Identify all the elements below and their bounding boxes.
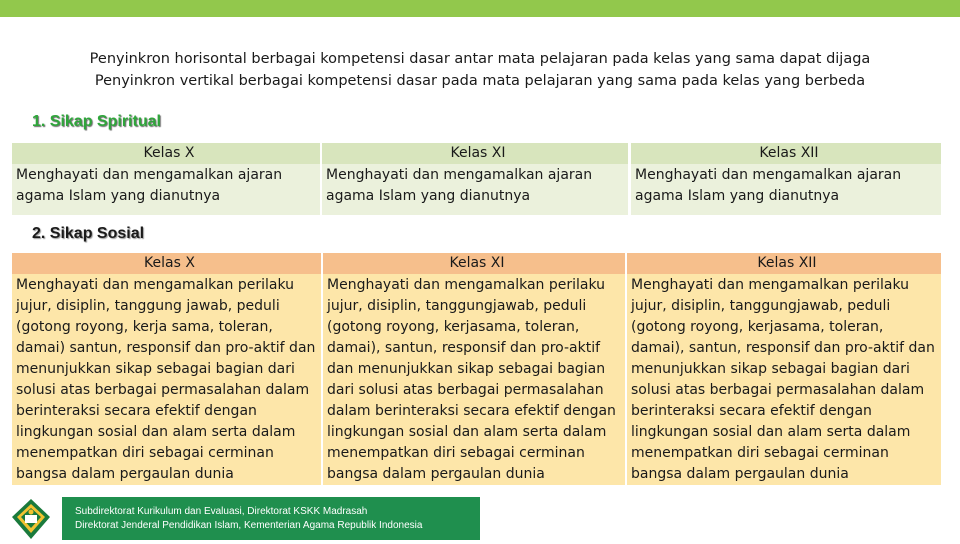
intro-text — [0, 48, 960, 92]
intro-line-1: Penyinkron horisontal berbagai kompetensi dasar antar mata pelajaran pada kelas yang sama dapat dijaga — [89, 51, 871, 67]
column-header: Kelas XII — [631, 143, 941, 164]
footer-line-1: Subdirektorat Kurikulum dan Evaluasi, Direktorat KSKK Madrasah — [75, 506, 368, 517]
column-body: Menghayati dan mengamalkan perilaku jujur, disiplin, tanggungjawab, peduli (gotong royong, kerjasama, toleran, damai), santun, responsif dan pro-aktif dan menunjukkan sikap sebagai bagian dari solusi atas berbagai permasalahan dalam berinteraksi secara efektif dengan lingkungan sosial dan alam serta dalam menempatkan diri sebagai cerminan bangsa dalam pergaulan dunia — [323, 274, 625, 485]
section-title-social: 2. Sikap Sosial — [32, 225, 145, 242]
social-kelas-xi — [323, 253, 625, 485]
section-title-spiritual: 1. Sikap Spiritual — [32, 113, 161, 130]
top-accent-bar — [0, 0, 960, 17]
spiritual-kelas-xi — [322, 143, 628, 215]
column-header: Kelas XI — [323, 253, 625, 274]
column-header: Kelas XI — [322, 143, 628, 164]
social-kelas-xii — [627, 253, 941, 485]
spiritual-kelas-xii — [631, 143, 941, 215]
column-body: Menghayati dan mengamalkan perilaku jujur, disiplin, tanggung jawab, peduli (gotong royong, kerja sama, toleran, damai) santun, responsif dan pro-aktif dan menunjukkan sikap sebagai bagian dari solusi atas berbagai permasalahan dalam berinteraksi secara efektif dengan lingkungan sosial dan alam serta dalam menempatkan diri sebagai cerminan bangsa dalam pergaulan dunia — [12, 274, 321, 485]
column-header: Kelas X — [12, 253, 321, 274]
spiritual-kelas-x — [12, 143, 320, 215]
social-kelas-x — [12, 253, 321, 485]
kemenag-logo-icon — [10, 498, 52, 540]
column-header: Kelas X — [12, 143, 320, 164]
intro-line-2: Penyinkron vertikal berbagai kompetensi dasar pada mata pelajaran yang sama pada kelas yang berbeda — [94, 73, 866, 89]
column-body: Menghayati dan mengamalkan ajaran agama Islam yang dianutnya — [12, 164, 320, 215]
column-body: Menghayati dan mengamalkan ajaran agama Islam yang dianutnya — [322, 164, 628, 215]
column-body: Menghayati dan mengamalkan ajaran agama Islam yang dianutnya — [631, 164, 941, 215]
footer-line-2: Direktorat Jenderal Pendidikan Islam, Kementerian Agama Republik Indonesia — [75, 520, 423, 531]
footer-banner — [62, 497, 480, 540]
column-header: Kelas XII — [627, 253, 941, 274]
column-body: Menghayati dan mengamalkan perilaku jujur, disiplin, tanggungjawab, peduli (gotong royong, kerjasama, toleran, damai), santun, responsif dan pro-aktif dan menunjukkan sikap sebagai bagian dari solusi atas berbagai permasalahan dalam berinteraksi secara efektif dengan lingkungan sosial dan alam serta dalam menempatkan diri sebagai cerminan bangsa dalam pergaulan dunia — [627, 274, 941, 485]
